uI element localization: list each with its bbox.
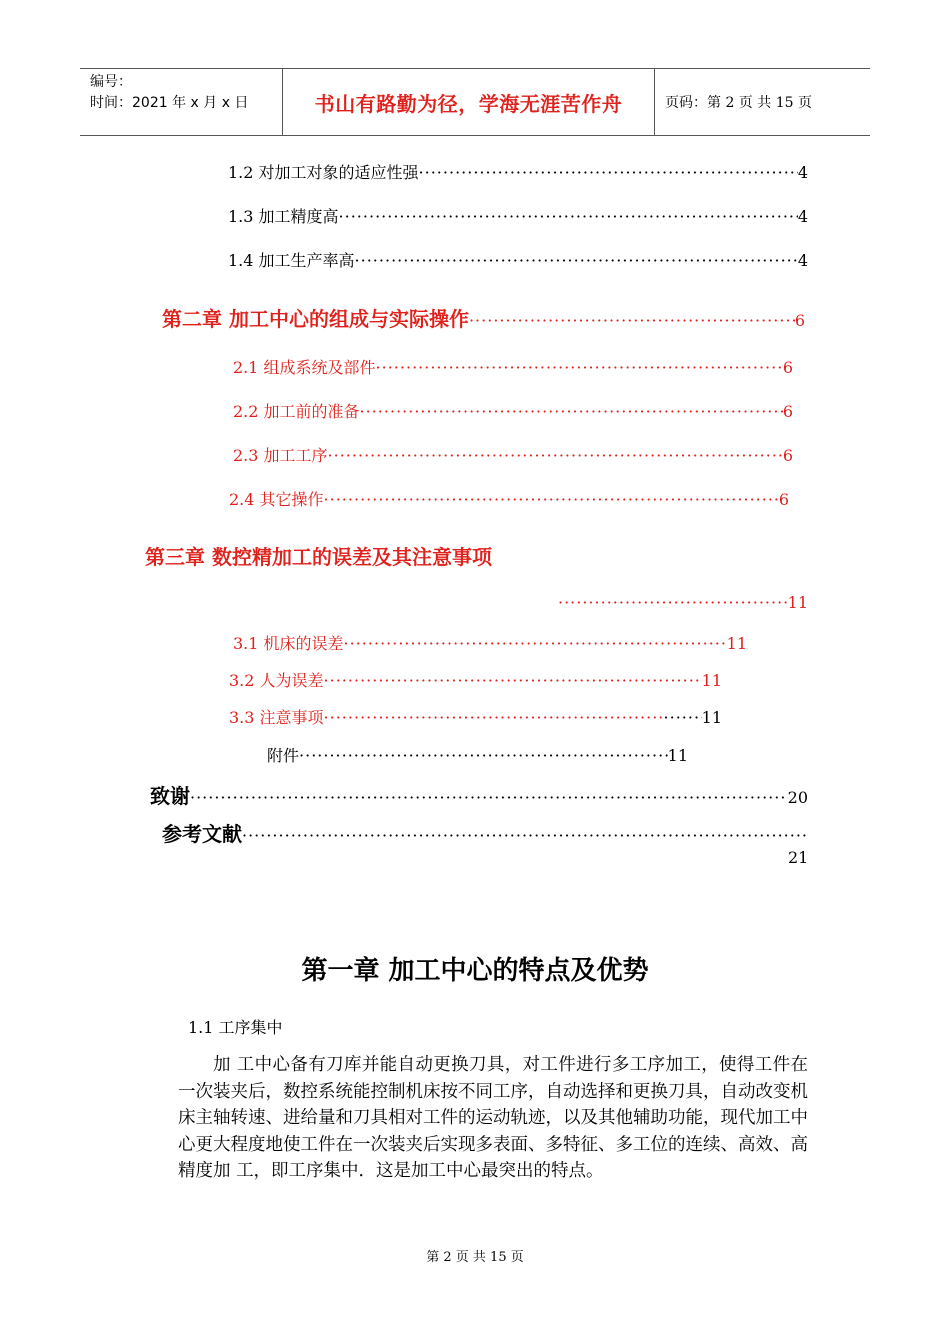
toc-label: 1.4 加工生产率高 (228, 251, 355, 270)
toc-entry[interactable] (228, 160, 808, 183)
toc-page: 11 (787, 593, 808, 612)
toc-label: 3.2 人为误差 (229, 671, 324, 690)
toc-leader (469, 311, 795, 330)
time-label: 时间：2021 年 x 月 x 日 (90, 95, 249, 111)
toc-label: 2.1 组成系统及部件 (233, 358, 376, 377)
toc-entry[interactable] (162, 818, 808, 847)
toc-entry[interactable] (229, 668, 722, 691)
toc-entry[interactable] (233, 355, 793, 378)
toc-leader (360, 402, 783, 421)
toc-leader (558, 593, 788, 612)
toc-leader (242, 826, 808, 845)
toc-entry[interactable] (233, 443, 793, 466)
header-meta (80, 69, 282, 135)
toc-leader (328, 446, 783, 465)
toc-label: 3.3 注意事项 (229, 708, 324, 727)
toc-page: 6 (782, 446, 793, 465)
toc-page: 11 (701, 671, 722, 690)
toc-page: 4 (797, 251, 808, 270)
toc-leader (339, 207, 798, 226)
toc-entry[interactable] (229, 705, 722, 728)
toc-entry[interactable] (233, 399, 793, 422)
section-heading: 1.1 工序集中 (188, 1018, 283, 1037)
toc-label: 第二章 加工中心的组成与实际操作 (162, 307, 469, 331)
toc-entry[interactable] (267, 743, 688, 766)
toc-chapter[interactable] (162, 303, 805, 332)
toc-chapter-label[interactable]: 第三章 数控精加工的误差及其注意事项 (145, 545, 492, 569)
body-paragraph: 加 工中心备有刀库并能自动更换刀具，对工件进行多工序加工，使得工件在一次装夹后，数控系统能控制机床按不同工序，自动选择和更换刀具，自动改变机床主轴转速、进给量和刀具相对工件的运动轨迹，以及其他辅助功能，现代加工中心更大程度地使工件在一次装夹后实现多表面、多特征、多工位的连续、高效、高精度加 工，即工序集中．这是加工中心最突出的特点。 (178, 1055, 808, 1181)
toc-label: 3.1 机床的误差 (233, 634, 344, 653)
header-motto: 书山有路勤为径，学海无涯苦作舟 (282, 69, 655, 135)
toc-page: 6 (782, 402, 793, 421)
toc-label: 1.2 对加工对象的适应性强 (228, 163, 419, 182)
toc-label: 附件 (267, 746, 300, 765)
toc-page: 4 (797, 163, 808, 182)
toc-entry[interactable] (228, 204, 808, 227)
toc-leader (324, 490, 779, 509)
header-page-info: 页码：第 2 页 共 15 页 (665, 95, 812, 111)
toc-page-wrapped: 21 (788, 848, 809, 867)
toc-leader (344, 634, 727, 653)
toc-entry[interactable] (150, 780, 808, 809)
page-footer: 第 2 页 共 15 页 (426, 1250, 524, 1265)
toc-label: 2.4 其它操作 (229, 490, 324, 509)
toc-page: 11 (726, 634, 747, 653)
toc-leader (324, 671, 702, 690)
toc-entry[interactable] (229, 487, 789, 510)
toc-page: 6 (782, 358, 793, 377)
toc-leader (664, 708, 702, 727)
toc-label: 参考文献 (162, 822, 242, 846)
toc-leader (376, 358, 783, 377)
toc-label: 致谢 (150, 784, 190, 808)
number-label: 编号： (90, 74, 132, 90)
toc-label: 1.3 加工精度高 (228, 207, 339, 226)
toc-page: 20 (787, 788, 808, 807)
toc-entry[interactable] (233, 631, 747, 654)
toc-page: 6 (794, 311, 805, 330)
toc-leader (355, 251, 798, 270)
toc-label: 2.3 加工工序 (233, 446, 328, 465)
toc-leader (324, 708, 664, 727)
toc-page: 11 (701, 708, 722, 727)
page-header (80, 68, 870, 136)
toc-leader (299, 746, 668, 765)
toc-page: 4 (797, 207, 808, 226)
chapter-title: 第一章 加工中心的特点及优势 (301, 956, 649, 986)
toc-page: 11 (667, 746, 688, 765)
toc-label: 2.2 加工前的准备 (233, 402, 360, 421)
toc-entry[interactable] (228, 248, 808, 271)
toc-page: 6 (778, 490, 789, 509)
toc-leader (419, 163, 798, 182)
toc-chapter-leader (558, 593, 808, 612)
toc-leader (190, 788, 788, 807)
